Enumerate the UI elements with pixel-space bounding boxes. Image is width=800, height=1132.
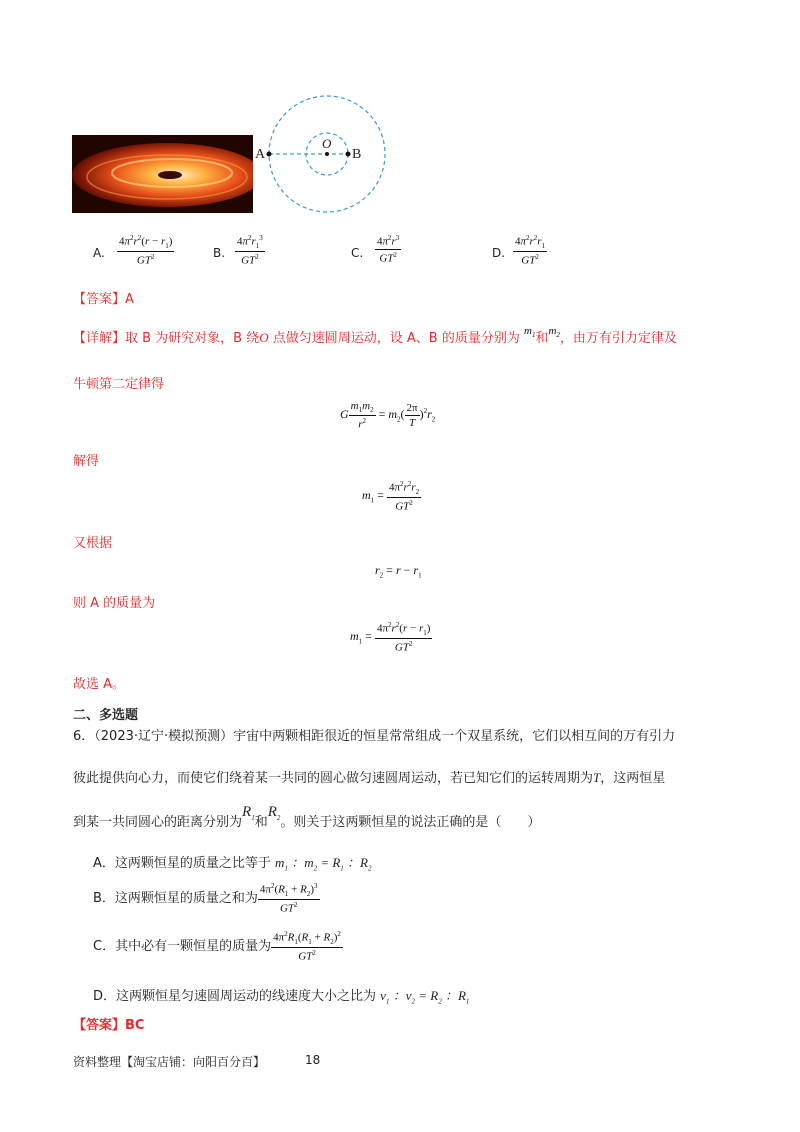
m1-symbol: m1 xyxy=(523,325,536,340)
formula-m1: $m_1$ = $\frac{4\pi^2r^2r_2}{GT^2}$ xyxy=(362,480,420,513)
section-multiple-choice: 二、多选题 xyxy=(73,708,139,723)
detail-line-2: 牛顿第二定律得 xyxy=(73,377,165,392)
q6-line-2 xyxy=(73,767,665,786)
footer-source: 资料整理【淘宝店铺：向阳百分百】 xyxy=(73,1055,266,1069)
q6-option-b xyxy=(93,882,320,915)
formula-r2: $r_2 = r - r_1$ xyxy=(375,563,422,580)
answer-2: 【答案】BC xyxy=(73,1018,145,1033)
choice-b-formula: $\frac{4\pi^2r_1^3}{GT^2}$ xyxy=(237,234,263,267)
q6-line2-pre: 彼此提供向心力，而使它们绕着某一共同的圆心做匀速圆周运动，若已知它们的运转周期为 xyxy=(73,771,594,786)
R2-symbol: $R_2$ xyxy=(267,804,281,822)
choose-label: 故选 A。 xyxy=(73,677,126,692)
detail-suffix: ，由万有引力定律及 xyxy=(559,331,677,346)
detail-line-1 xyxy=(73,327,677,347)
detail-o: O xyxy=(259,330,269,345)
q6-option-b-text: B．这两颗恒星的质量之和为 xyxy=(93,890,258,906)
q6-option-d-math: $v_1$ ：$v_2 = R_2$ ：$R_1$ xyxy=(380,988,470,1006)
label-o: O xyxy=(322,136,332,151)
point-a xyxy=(267,152,272,157)
q6-line-3 xyxy=(73,804,541,832)
q6-line3-pre: 到某一共同圆心的距离分别为 xyxy=(73,815,243,830)
detail-and: 和 xyxy=(535,331,549,346)
detail-prefix: 【详解】取 B 为研究对象，B 绕 xyxy=(73,331,260,346)
choice-a-label: A. xyxy=(93,246,105,260)
q6-option-c xyxy=(93,930,343,963)
mass-a-label: 则 A 的质量为 xyxy=(73,596,156,611)
q6-option-d-text: D．这两颗恒星匀速圆周运动的线速度大小之比为 xyxy=(93,989,377,1004)
choice-a-formula: $\frac{4\pi^2r^2(r - r_1)}{GT^2}$ xyxy=(119,234,173,267)
R1-symbol: $R_1$ xyxy=(242,804,255,822)
choice-c-formula: $\frac{4\pi^2r^3}{GT^2}$ xyxy=(377,234,400,265)
q6-line3-post: 。则关于这两颗恒星的说法正确的是（ ） xyxy=(280,815,541,830)
point-o xyxy=(325,152,329,156)
choice-c-label: C. xyxy=(351,246,364,260)
formula-gravity: G $\frac{m_1m_2}{r^2}$ = $m_2$( $\frac{2\pi}{T}$ )$^2r_2$ xyxy=(340,400,436,431)
q6-line-1: 6．（2023·辽宁·模拟预测）宇宙中两颗相距很近的恒星常常组成一个双星系统，它们以相互间的万有引力 xyxy=(73,729,676,744)
choice-d-label: D. xyxy=(492,246,506,260)
choice-b-label: B. xyxy=(213,246,226,260)
according-label: 又根据 xyxy=(73,536,113,551)
q6-option-a-text: A．这两颗恒星的质量之比等于 xyxy=(93,856,271,871)
answer-1: 【答案】A xyxy=(73,292,134,307)
formula-m1-final: $m_1$ = $\frac{4\pi^2r^2(r - r_1)}{GT^2}$ xyxy=(350,621,431,654)
q6-T: T xyxy=(593,770,601,785)
label-a: A xyxy=(255,147,266,162)
binary-star-photo xyxy=(72,135,253,213)
q6-and: 和 xyxy=(254,815,268,830)
orbit-diagram xyxy=(255,92,395,222)
choice-d-formula: $\frac{4\pi^2r^2r_1}{GT^2}$ xyxy=(515,234,546,267)
q6-option-b-formula: $\frac{4\pi^2(R_1 + R_2)^3}{GT^2}$ xyxy=(259,882,318,915)
solve-label: 解得 xyxy=(73,454,100,469)
q6-option-c-text: C．其中必有一颗恒星的质量为 xyxy=(93,938,272,954)
q6-option-a-math: $m_1$ ：$m_2 = R_1$ ：$R_2$ xyxy=(275,855,372,873)
q6-line2-post: ，这两恒星 xyxy=(600,771,666,786)
choices-row xyxy=(93,232,713,272)
q6-option-d xyxy=(93,985,469,1006)
q6-option-c-formula: $\frac{4\pi^2R_1(R_1 + R_2)^2}{GT^2}$ xyxy=(273,930,341,963)
detail-mid: 点做匀速圆周运动，设 A、B 的质量分别为 xyxy=(268,331,520,346)
q6-option-a xyxy=(93,852,372,873)
page-number: 18 xyxy=(305,1053,321,1067)
label-b: B xyxy=(352,147,362,162)
m2-symbol: m2 xyxy=(548,325,560,340)
point-b xyxy=(346,152,351,157)
binary-star-image xyxy=(72,135,253,213)
